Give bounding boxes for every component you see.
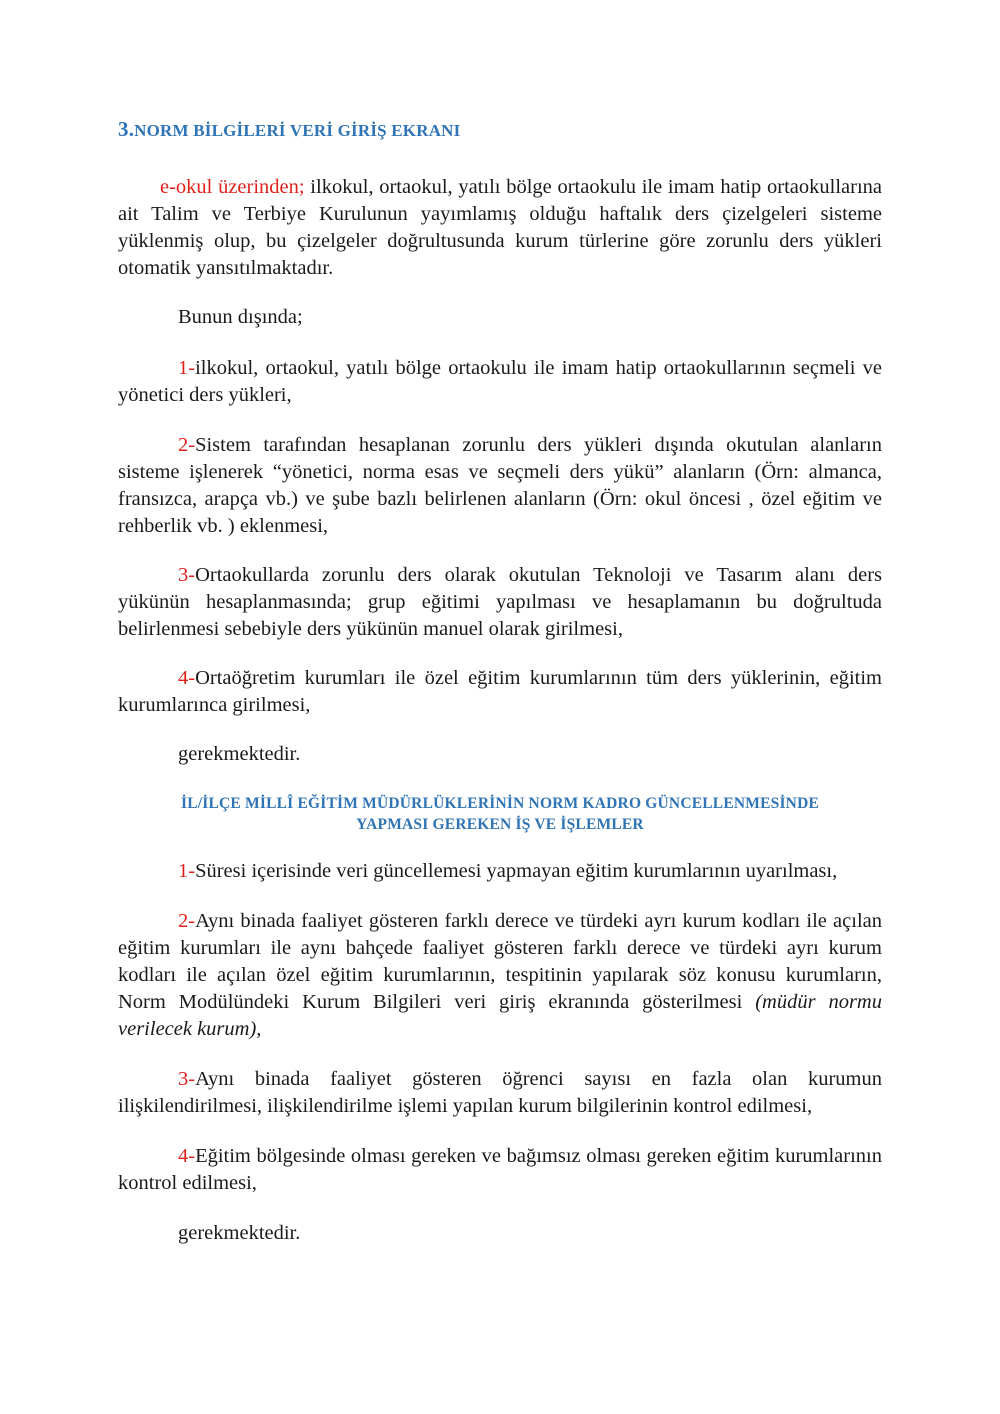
list-item (118, 562, 882, 643)
item-number: 3- (178, 564, 196, 586)
item-text: ilkokul, ortaokul, yatılı bölge ortaokulu ile imam hatip ortaokullarının seçmeli ve yönetici ders yükleri, (118, 357, 882, 406)
item-number: 2- (178, 910, 196, 932)
intro-paragraph (118, 174, 882, 282)
list-item (118, 1143, 882, 1197)
item-number: 2- (178, 434, 196, 456)
list-item (118, 908, 882, 1043)
item-number: 3- (178, 1068, 196, 1090)
item-text: Aynı binada faaliyet gösteren farklı derece ve türdeki ayrı kurum kodları ile açılan eğitim kurumları ile aynı bahçede faaliyet gösteren farklı derece ve türdeki ayrı kurum kodları ile açılan özel eğitim kurumlarının, tespitinin yapılarak söz konusu kurumların, Norm Modülündeki Kurum Bilgileri veri giriş ekranında gösterilmesi (118, 910, 882, 1013)
section-heading-line: İL/İLÇE MİLLÎ EĞİTİM MÜDÜRLÜKLERİNİN NORM KADRO GÜNCELLENMESİNDE (180, 795, 820, 812)
item-number: 4- (178, 667, 196, 689)
closing-paragraph: gerekmektedir. (178, 743, 301, 765)
item-text: Eğitim bölgesinde olması gereken ve bağımsız olması gereken eğitim kurumlarının kontrol edilmesi, (118, 1145, 882, 1194)
page-content (118, 117, 882, 1247)
intro-highlight: e-okul üzerinden; (160, 176, 305, 198)
list-item (118, 665, 882, 719)
list-item (118, 858, 882, 885)
section-number: 3. (118, 117, 135, 141)
item-number: 4- (178, 1145, 196, 1167)
lead-in-paragraph: Bunun dışında; (178, 306, 303, 328)
list-item (118, 355, 882, 409)
list-item (118, 1066, 882, 1120)
item-number: 1- (178, 860, 196, 882)
item-number: 1- (178, 357, 196, 379)
item-italic-note: (müdür normu verilecek kurum), (118, 991, 882, 1040)
intro-text: ilkokul, ortaokul, yatılı bölge ortaokulu ile imam hatip ortaokullarına ait Talim ve Terbiye Kurulunun yayımlamış olduğu haftalık ders çizelgeleri sisteme yüklenmiş olup, bu çizelgeler doğrultusunda kurum türlerine göre zorunlu ders yükleri otomatik yansıtılmaktadır. (118, 176, 882, 279)
closing-paragraph: gerekmektedir. (178, 1222, 301, 1244)
item-text: Ortaokullarda zorunlu ders olarak okutulan Teknoloji ve Tasarım alanı ders yükünün hesaplanmasında; grup eğitimi yapılması ve hesaplamanın bu doğrultuda belirlenmesi sebebiyle ders yükünün manuel olarak girilmesi, (118, 564, 882, 640)
section-title: NORM BİLGİLERİ VERİ GİRİŞ EKRANI (134, 121, 461, 140)
item-text: Ortaöğretim kurumları ile özel eğitim kurumlarının tüm ders yüklerinin, eğitim kurumlarınca girilmesi, (118, 667, 882, 716)
section-heading-line: YAPMASI GEREKEN İŞ VE İŞLEMLER (356, 816, 644, 833)
list-item (118, 432, 882, 540)
item-text: Süresi içerisinde veri güncellemesi yapmayan eğitim kurumlarının uyarılması, (195, 860, 838, 882)
item-text: Aynı binada faaliyet gösteren öğrenci sayısı en fazla olan kurumun ilişkilendirilmesi, ilişkilendirilme işlemi yapılan kurum bilgilerinin kontrol edilmesi, (118, 1068, 882, 1117)
section-heading-il-ilce (118, 793, 882, 835)
item-text: Sistem tarafından hesaplanan zorunlu ders yükleri dışında okutulan alanların sisteme işlenerek “yönetici, norma esas ve seçmeli ders yükü” alanların (Örn: almanca, fransızca, arapça vb.) ve şube bazlı belirlenen alanların (Örn: okul öncesi , özel eğitim ve rehberlik vb. ) eklenmesi, (118, 434, 882, 537)
section-heading-norm-bilgileri (118, 117, 882, 142)
